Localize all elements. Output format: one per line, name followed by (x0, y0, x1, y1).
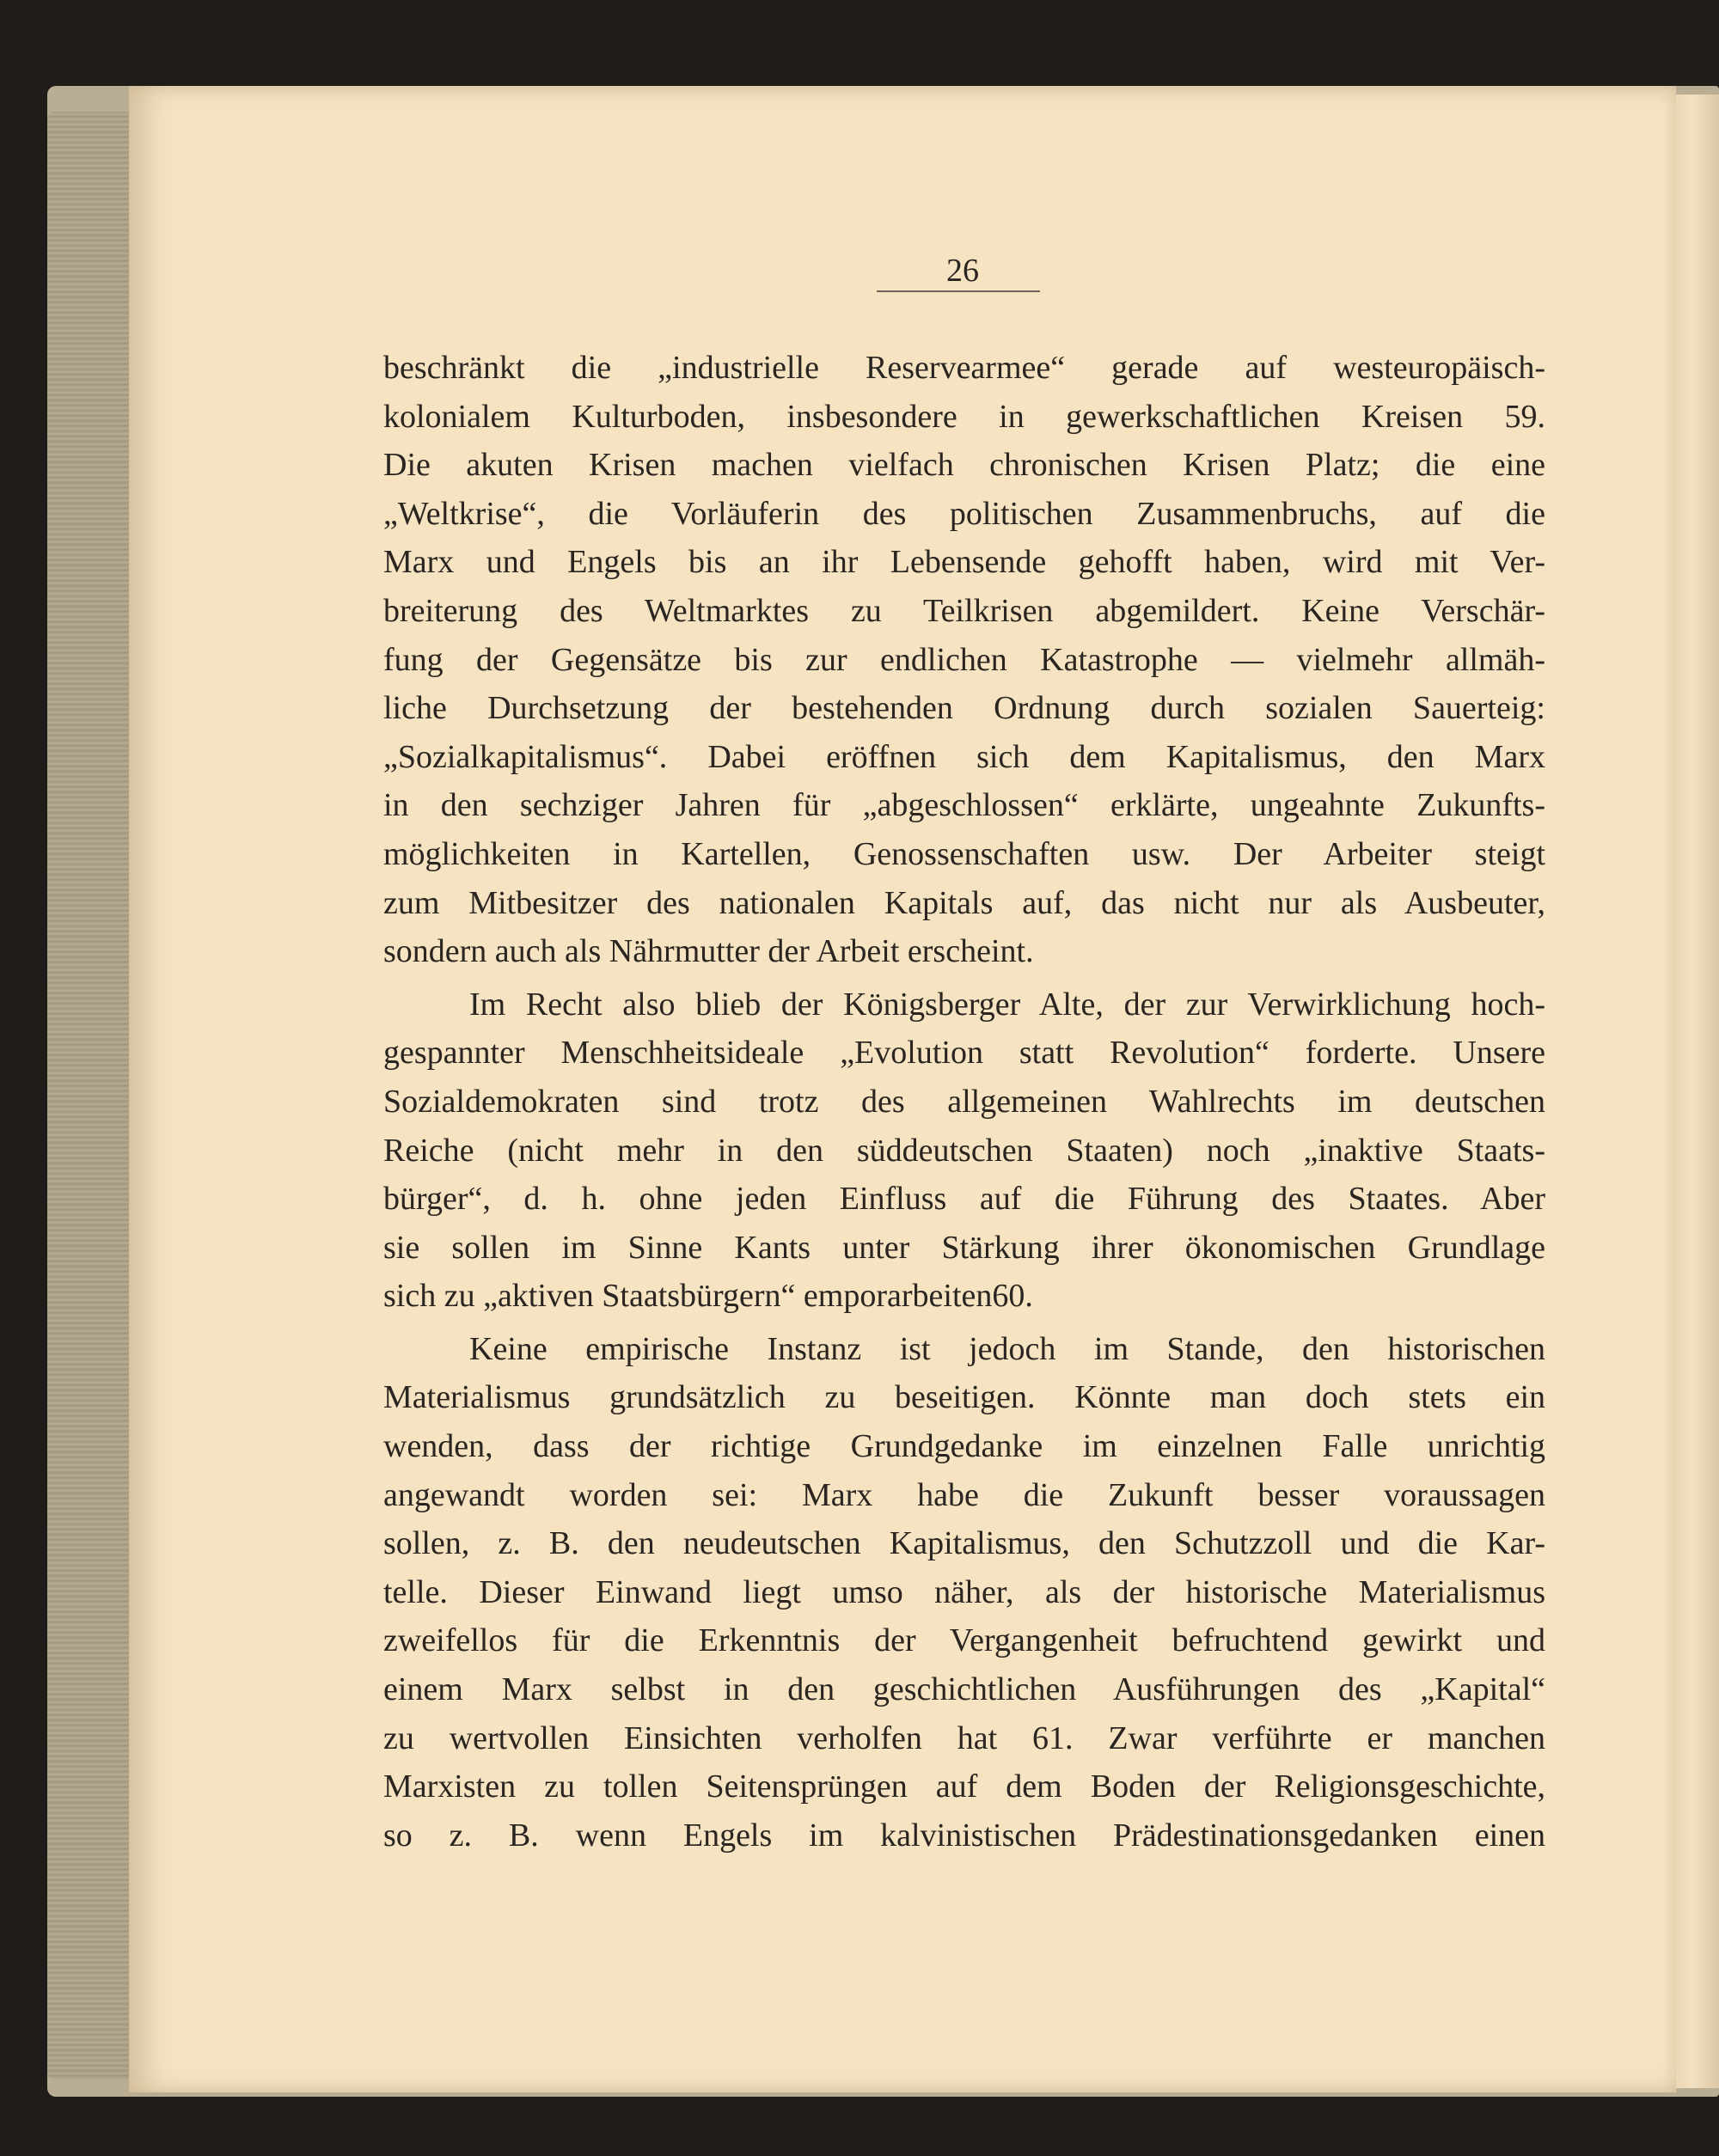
text-line: so z. B. wenn Engels im kalvinistischen Prädestinationsgedanken einen (383, 1817, 1545, 1854)
text-line: breiterung des Weltmarktes zu Teilkrisen abgemildert. Keine Verschär- (383, 592, 1545, 629)
text-line: zu wertvollen Einsichten verholfen hat 61. Zwar verführte er manchen (383, 1719, 1545, 1756)
body-text (383, 344, 1545, 1860)
text-line: gespannter Menschheitsideale „Evolution statt Revolution“ forderte. Unsere (383, 1035, 1545, 1072)
text-line: sondern auch als Nährmutter der Arbeit erscheint. (383, 933, 1034, 970)
book-spine (47, 112, 133, 2080)
page-number-rule (877, 290, 1040, 292)
text-line: Reiche (nicht mehr in den süddeutschen Staaten) noch „inaktive Staats- (383, 1132, 1545, 1169)
text-line: telle. Dieser Einwand liegt umso näher, als der historische Materialismus (383, 1573, 1545, 1610)
page-edge (1676, 95, 1719, 2088)
text-line: Marxisten zu tollen Seitensprüngen auf dem Boden der Religionsgeschichte, (383, 1768, 1545, 1805)
page-number: 26 (946, 253, 979, 289)
text-line: kolonialem Kulturboden, insbesondere in gewerkschaftlichen Kreisen 59. (383, 398, 1545, 435)
text-line: sie sollen im Sinne Kants unter Stärkung ihrer ökonomischen Grundlage (383, 1229, 1545, 1266)
text-line: angewandt worden sei: Marx habe die Zukunft besser voraussagen (383, 1476, 1545, 1513)
text-line: wenden, dass der richtige Grundgedanke im einzelnen Falle unrichtig (383, 1428, 1545, 1465)
text-line: in den sechziger Jahren für „abgeschlossen“ erklärte, ungeahnte Zukunfts- (383, 787, 1545, 824)
text-line: möglichkeiten in Kartellen, Genossenschaften usw. Der Arbeiter steigt (383, 835, 1545, 872)
text-line: beschränkt die „industrielle Reservearmee“ gerade auf westeuropäisch- (383, 350, 1545, 386)
text-line: sich zu „aktiven Staatsbürgern“ emporarbeiten60. (383, 1278, 1033, 1315)
text-line: Die akuten Krisen machen vielfach chronischen Krisen Platz; die eine (383, 447, 1545, 484)
text-line: sollen, z. B. den neudeutschen Kapitalismus, den Schutzzoll und die Kar- (383, 1525, 1545, 1562)
text-line: Marx und Engels bis an ihr Lebensende gehofft haben, wird mit Ver- (383, 544, 1545, 581)
text-line: bürger“, d. h. ohne jeden Einfluss auf die Führung des Staates. Aber (383, 1181, 1545, 1218)
text-line: Sozialdemokraten sind trotz des allgemeinen Wahlrechts im deutschen (383, 1083, 1545, 1120)
text-line: Materialismus grundsätzlich zu beseitigen. Könnte man doch stets ein (383, 1379, 1545, 1416)
text-line: zweifellos für die Erkenntnis der Vergangenheit befruchtend gewirkt und (383, 1622, 1545, 1659)
text-line: fung der Gegensätze bis zur endlichen Katastrophe — vielmehr allmäh- (383, 641, 1545, 678)
text-line: „Weltkrise“, die Vorläuferin des politischen Zusammenbruchs, auf die (383, 495, 1545, 532)
text-line: „Sozialkapitalismus“. Dabei eröffnen sich dem Kapitalismus, den Marx (383, 738, 1545, 775)
text-line: Keine empirische Instanz ist jedoch im Stande, den historischen (469, 1330, 1545, 1367)
text-line: einem Marx selbst in den geschichtlichen Ausführungen des „Kapital“ (383, 1671, 1545, 1708)
text-line: liche Durchsetzung der bestehenden Ordnung durch sozialen Sauerteig: (383, 690, 1545, 727)
text-line: Im Recht also blieb der Königsberger Alte, der zur Verwirklichung hoch- (469, 986, 1545, 1023)
text-line: zum Mitbesitzer des nationalen Kapitals auf, das nicht nur als Ausbeuter, (383, 884, 1545, 921)
